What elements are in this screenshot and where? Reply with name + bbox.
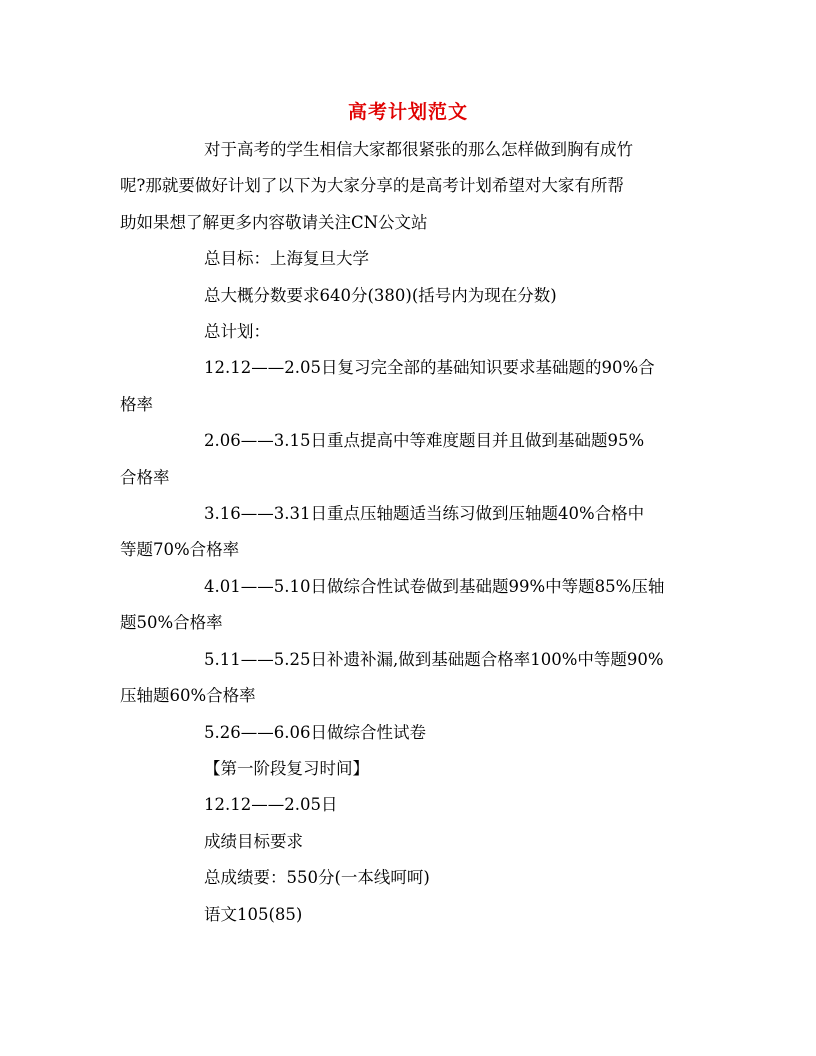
paragraph-phase-dates: [120, 787, 700, 823]
paragraph-chinese-score: [120, 897, 700, 933]
paragraph-plan-6: [120, 715, 700, 751]
paragraph-plan-4: [120, 569, 700, 642]
paragraph-line: 总成绩要：550分(一本线呵呵): [204, 868, 430, 888]
paragraph-line: 对于高考的学生相信大家都很紧张的那么怎样做到胸有成竹: [204, 140, 633, 159]
paragraph-plan-1: [120, 350, 700, 423]
paragraph-phase-heading: [120, 751, 700, 787]
paragraph-line: 压轴题60%合格率: [120, 686, 256, 706]
paragraph-total-score: [120, 860, 700, 896]
paragraph-goal: [120, 241, 700, 277]
paragraph-line: 助如果想了解更多内容敬请关注CN公文站: [120, 212, 428, 232]
paragraph-line: 总大概分数要求640分(380)(括号内为现在分数): [204, 285, 557, 305]
paragraph-intro: [120, 132, 700, 241]
paragraph-line: 合格率: [120, 467, 170, 487]
paragraph-line: 2.06——3.15日重点提高中等难度题目并且做到基础题95%: [204, 431, 645, 451]
paragraph-line: 题50%合格率: [120, 613, 223, 633]
paragraph-score-target-heading: [120, 824, 700, 860]
paragraph-line: 4.01——5.10日做综合性试卷做到基础题99%中等题85%压轴: [204, 576, 665, 596]
paragraph-plan-heading: [120, 314, 700, 350]
paragraph-line: 语文105(85): [204, 904, 303, 924]
paragraph-score-requirement: [120, 278, 700, 314]
paragraph-plan-5: [120, 642, 700, 715]
paragraph-line: 等题70%合格率: [120, 540, 240, 560]
paragraph-line: 5.26——6.06日做综合性试卷: [204, 722, 426, 742]
paragraph-line: 12.12——2.05日: [204, 795, 338, 815]
paragraph-plan-2: [120, 423, 700, 496]
paragraph-line: 格率: [120, 394, 153, 414]
paragraph-line: 呢?那就要做好计划了以下为大家分享的是高考计划希望对大家有所帮: [120, 176, 624, 196]
paragraph-line: 总目标：上海复旦大学: [204, 249, 369, 269]
paragraph-line: 12.12——2.05日复习完全部的基础知识要求基础题的90%合: [204, 358, 655, 378]
paragraph-line: 总计划：: [204, 322, 270, 342]
document-title: 高考计划范文: [347, 101, 468, 123]
paragraph-line: 5.11——5.25日补遗补漏,做到基础题合格率100%中等题90%: [204, 649, 664, 669]
paragraph-line: 【第一阶段复习时间】: [204, 758, 369, 778]
paragraph-line: 成绩目标要求: [204, 831, 303, 851]
paragraph-line: 3.16——3.31日重点压轴题适当练习做到压轴题40%合格中: [204, 504, 645, 524]
paragraph-plan-3: [120, 496, 700, 569]
document-body: [120, 132, 700, 933]
